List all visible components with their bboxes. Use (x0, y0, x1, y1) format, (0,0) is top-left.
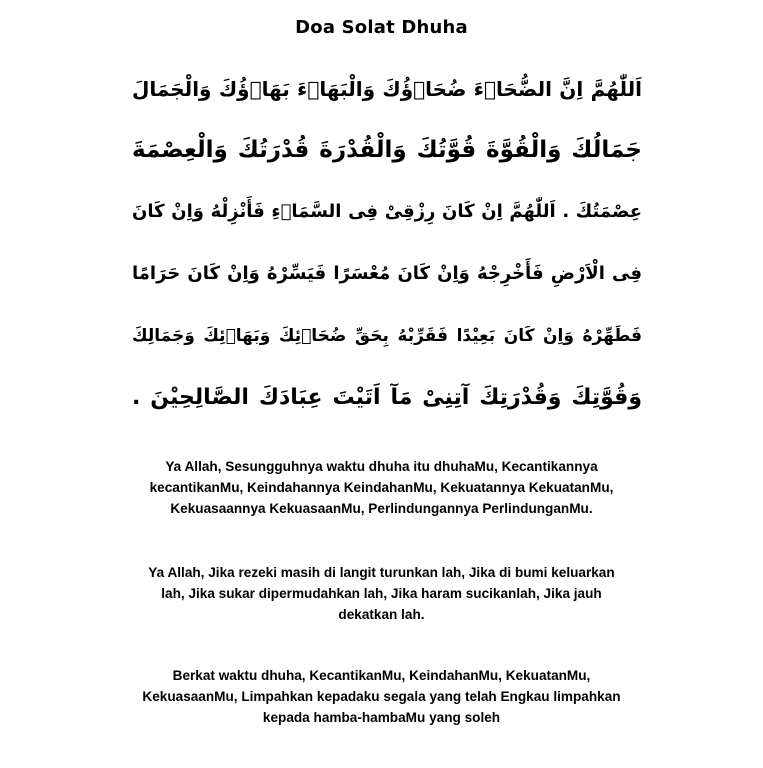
translation-paragraph-3 (95, 665, 668, 728)
translation-line: kepada hamba-hambaMu yang soleh (262, 710, 501, 725)
translation-line: lah, Jika sukar dipermudahkan lah, Jika haram sucikanlah, Jika jauh (161, 586, 602, 601)
translation-line: Ya Allah, Jika rezeki masih di langit turunkan lah, Jika di bumi keluarkan (148, 565, 615, 580)
translation-line: KekuasaanMu, Limpahkan kepadaku segala yang telah Engkau limpahkan (142, 689, 621, 704)
translation-line: kecantikanMu, Keindahannya KeindahanMu, Kekuatannya KekuatanMu, (149, 480, 614, 495)
arabic-line: وَقُوَّتِكَ وَقُدْرَتِكَ آتِنِىْ مَآ اَتَيْتَ عِبَادَكَ الصَّالِحِيْنَ . (132, 385, 642, 410)
arabic-line: جَمَالُكَ وَالْقُوَّةَ قُوَّتُكَ وَالْقُدْرَةَ قُدْرَتُكَ وَالْعِصْمَةَ (132, 137, 642, 163)
translation-paragraph-2 (95, 562, 668, 625)
translation-line: Ya Allah, Sesungguhnya waktu dhuha itu dhuhaMu, Kecantikannya (165, 459, 598, 474)
arabic-line: عِصْمَتُكَ . اَللّٰهُمَّ اِنْ كَانَ رِزْقِىْ فِى السَّمَاۤءِ فَأَنْزِلْهُ وَاِنْ كَانَ (132, 201, 642, 222)
document-title: Doa Solat Dhuha (295, 17, 468, 38)
arabic-line: اَللّٰهُمَّ اِنَّ الضُّحَاۤءَ ضُحَاۤؤُكَ وَالْبَهَاۤءَ بَهَاۤؤُكَ وَالْجَمَالَ (132, 77, 642, 101)
arabic-line: فَطَهِّرْهُ وَاِنْ كَانَ بَعِيْدًا فَقَرِّبْهُ بِحَقِّ ضُحَاۤئِكَ وَبَهَاۤئِكَ وَجَمَالِكَ (132, 326, 642, 346)
translation-line: Kekuasaannya KekuasaanMu, Perlindungannya PerlindunganMu. (170, 501, 593, 516)
translation-line: Berkat waktu dhuha, KecantikanMu, KeindahanMu, KekuatanMu, (172, 668, 591, 683)
translation-line: dekatkan lah. (338, 607, 425, 622)
translation-paragraph-1 (95, 456, 668, 519)
arabic-prayer-text (132, 60, 642, 435)
arabic-line: فِى الْاَرْضِ فَأَخْرِجْهُ وَاِنْ كَانَ مُعْسَرًا فَيَسِّرْهُ وَاِنْ كَانَ حَرَامًا (132, 263, 642, 284)
